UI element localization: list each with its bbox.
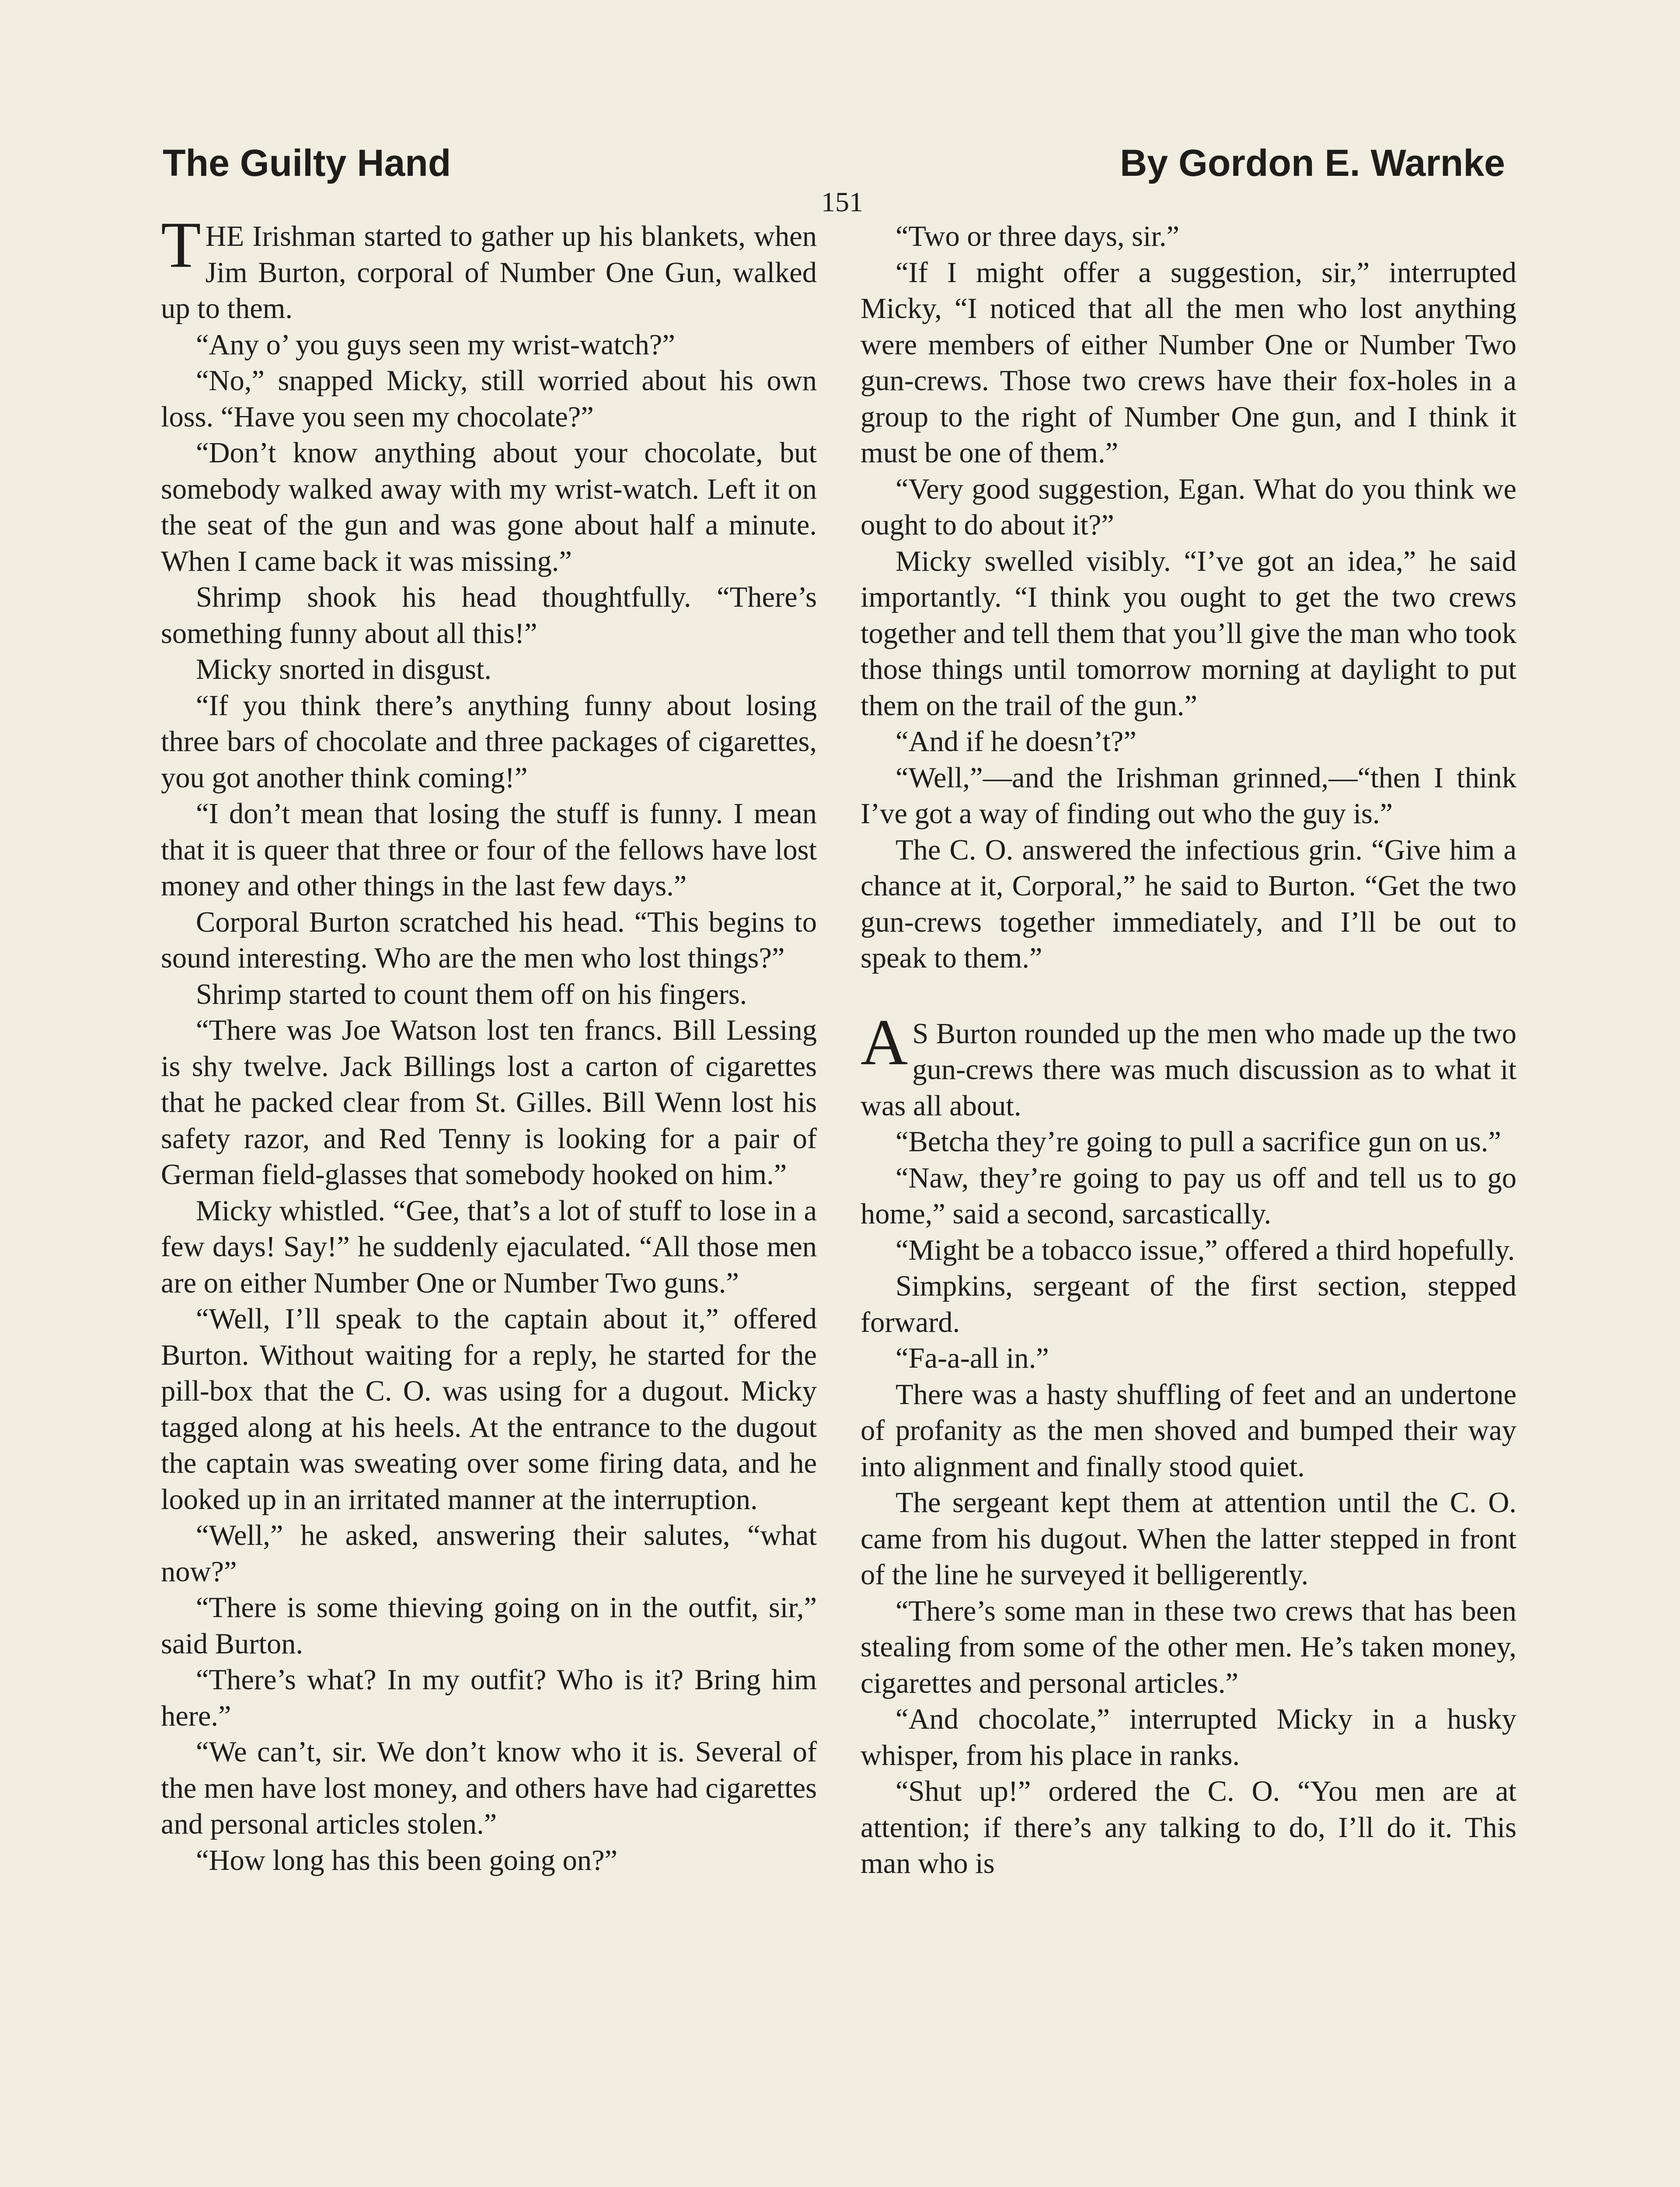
section-opening-paragraph: [861, 1006, 1516, 1125]
drop-cap: T: [161, 209, 201, 281]
paragraph: “Don’t know anything about your chocolate, but somebody walked away with my wrist-watch. Left it on the seat of the gun and was gone about half a minute. When I came back it was missing.”: [161, 437, 817, 577]
right-column: [861, 219, 1516, 1882]
paragraph: “And chocolate,” interrupted Micky in a husky whisper, from his place in ranks.: [861, 1703, 1516, 1771]
section-break: [861, 977, 1516, 1016]
paragraph: Shrimp started to count them off on his fingers.: [196, 978, 747, 1010]
paragraph: “There’s what? In my outfit? Who is it? Bring him here.”: [161, 1664, 817, 1732]
paragraph: Micky swelled visibly. “I’ve got an idea,” he said importantly. “I think you ought to get the two crews together and tell them that you’ll give the man who took those things until tomorrow morning at daylight to put them on the trail of the gun.”: [861, 545, 1516, 722]
paragraph: “If I might offer a suggestion, sir,” interrupted Micky, “I noticed that all the men who lost anything were members of either Number One or Number Two gun-crews. Those two crews have their fox-holes in a group to the right of Number One gun, and I think it must be one of them.”: [861, 256, 1516, 469]
paragraph: “There’s some man in these two crews that has been stealing from some of the other men. He’s taken money, cigarettes and personal articles.”: [861, 1595, 1516, 1699]
paragraph: Micky snorted in disgust.: [196, 653, 492, 685]
right-column-paragraphs-continued: [861, 1124, 1516, 1882]
paragraph: “If you think there’s anything funny about losing three bars of chocolate and three packages of cigarettes, you got another think coming!”: [161, 689, 817, 794]
paragraph: “Very good suggestion, Egan. What do you think we ought to do about it?”: [861, 473, 1516, 541]
paragraph: Shrimp shook his head thoughtfully. “There’s something funny about all this!”: [161, 581, 817, 650]
paragraph: “And if he doesn’t?”: [896, 726, 1136, 758]
drop-cap: A: [861, 1006, 908, 1079]
paragraph: “Two or three days, sir.”: [896, 220, 1180, 252]
opening-paragraph: [161, 209, 817, 327]
paragraph: “Well,” he asked, answering their salutes, “what now?”: [161, 1520, 817, 1588]
page-number: 151: [821, 186, 863, 217]
paragraph: “No,” snapped Micky, still worried about his own loss. “Have you seen my chocolate?”: [161, 365, 817, 433]
paragraph: “I don’t mean that losing the stuff is funny. I mean that it is queer that three or four of the fellows have lost money and other things in the last few days.”: [161, 798, 817, 902]
left-column-paragraphs: [161, 327, 817, 1879]
paragraph: “Well,”—and the Irishman grinned,—“then I think I’ve got a way of finding out who the guy is.”: [861, 762, 1516, 830]
paragraph: Micky whistled. “Gee, that’s a lot of stuff to lose in a few days! Say!” he suddenly ejaculated. “All those men are on either Number One or Number Two guns.”: [161, 1195, 817, 1299]
paragraph: “Well, I’ll speak to the captain about it,” offered Burton. Without waiting for a reply, he started for the pill-box that the C. O. was using for a dugout. Micky tagged along at his heels. At the entrance to the dugout the captain was sweating over some firing data, and he looked up in an irritated manner at the interruption.: [161, 1303, 817, 1516]
paragraph: “Might be a tobacco issue,” offered a third hopefully.: [896, 1234, 1515, 1266]
opening-paragraph-text: HE Irishman started to gather up his blankets, when Jim Burton, corporal of Number One Gun, walked up to them.: [161, 220, 817, 325]
paragraph: The sergeant kept them at attention until the C. O. came from his dugout. When the latter stepped in front of the line he surveyed it belligerently.: [861, 1487, 1516, 1591]
author-byline: By Gordon E. Warnke: [1120, 142, 1505, 184]
paragraph: “Betcha they’re going to pull a sacrifice gun on us.”: [896, 1126, 1501, 1158]
left-column: [161, 209, 817, 1879]
right-column-paragraphs: [861, 219, 1516, 977]
paragraph: “Naw, they’re going to pay us off and tell us to go home,” said a second, sarcastically.: [861, 1162, 1516, 1230]
paragraph: “We can’t, sir. We don’t know who it is. Several of the men have lost money, and others have had cigarettes and personal articles stolen.”: [161, 1736, 817, 1840]
paragraph: “There is some thieving going on in the outfit, sir,” said Burton.: [161, 1592, 817, 1660]
paragraph: The C. O. answered the infectious grin. “Give him a chance at it, Corporal,” he said to Burton. “Get the two gun-crews together immediately, and I’ll be out to speak to them.”: [861, 834, 1516, 974]
paragraph: “How long has this been going on?”: [196, 1844, 618, 1876]
story-title: The Guilty Hand: [163, 142, 451, 184]
paragraph: “Any o’ you guys seen my wrist-watch?”: [196, 328, 675, 361]
page-header: [163, 139, 1505, 187]
paragraph: Corporal Burton scratched his head. “This begins to sound interesting. Who are the men who lost things?”: [161, 906, 817, 974]
paragraph: “Shut up!” ordered the C. O. “You men are at attention; if there’s any talking to do, I’ll do it. This man who is: [861, 1775, 1516, 1880]
paragraph: “Fa-a-all in.”: [896, 1342, 1049, 1374]
paragraph: Simpkins, sergeant of the first section, stepped forward.: [861, 1270, 1516, 1338]
section-opening-text: S Burton rounded up the men who made up the two gun-crews there was much discussion as to what it was all about.: [861, 1017, 1516, 1122]
paragraph: There was a hasty shuffling of feet and an undertone of profanity as the men shoved and bumped their way into alignment and finally stood quiet.: [861, 1378, 1516, 1483]
paragraph: “There was Joe Watson lost ten francs. Bill Lessing is shy twelve. Jack Billings lost a carton of cigarettes that he packed clear from St. Gilles. Bill Wenn lost his safety razor, and Red Tenny is looking for a pair of German field-glasses that somebody hooked on him.”: [161, 1014, 817, 1191]
